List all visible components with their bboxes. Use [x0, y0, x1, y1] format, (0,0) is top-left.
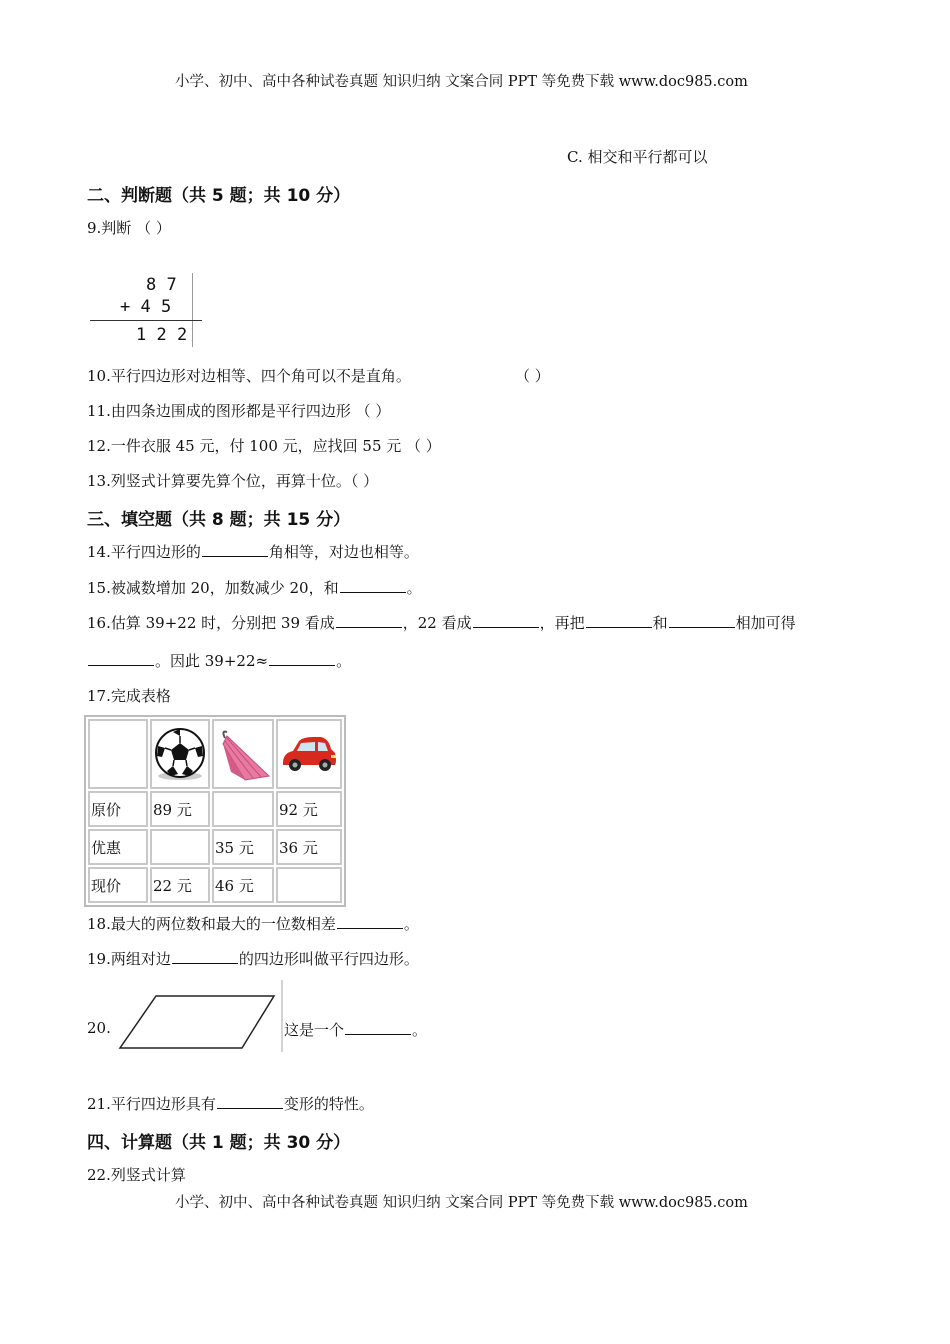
table-cell[interactable] [276, 867, 342, 903]
question-10-text: 10.平行四边形对边相等、四个角可以不是直角。 [87, 367, 411, 385]
section-fill-heading: 三、填空题（共 8 题；共 15 分） [87, 510, 351, 530]
soccer-ball-icon [153, 726, 207, 782]
table-cell[interactable] [150, 829, 210, 865]
question-18: 18.最大的两位数和最大的一位数相差 。 [87, 915, 419, 933]
page-header: 小学、初中、高中各种试卷真题 知识归纳 文案合同 PPT 等免费下载 www.doc985.com [175, 74, 748, 90]
answer-blank[interactable] [473, 613, 539, 628]
question-22: 22.列竖式计算 [87, 1166, 186, 1184]
answer-blank[interactable] [337, 914, 403, 929]
answer-blank[interactable] [345, 1020, 411, 1035]
question-16-continued: 。因此 39+22≈ 。 [87, 650, 351, 671]
question-20: 这是一个 。 [284, 1021, 428, 1039]
table-cell [150, 719, 210, 789]
question-15: 15.被减数增加 20，加数减少 20，和 。 [87, 579, 422, 597]
table-cell [276, 719, 342, 789]
table-row [88, 719, 342, 789]
question-20-number: 20. [87, 1019, 111, 1037]
table-row [88, 829, 342, 865]
addend-bottom: + 4 5 [120, 297, 172, 317]
table-cell: 现价 [88, 867, 148, 903]
table-cell: 22 元 [150, 867, 210, 903]
question-13: 13.列竖式计算要先算个位，再算十位。（ ） [87, 472, 379, 490]
toy-car-icon [279, 731, 339, 777]
table-cell: 原价 [88, 791, 148, 827]
answer-blank[interactable] [669, 613, 735, 628]
table-cell: 92 元 [276, 791, 342, 827]
question-16: 16.估算 39+22 时，分别把 39 看成 ，22 看成 ，再把 和 相加可得 [87, 614, 796, 632]
table-cell: 35 元 [212, 829, 274, 865]
table-row [88, 791, 342, 827]
umbrella-icon [215, 726, 271, 782]
question-19: 19.两组对边 的四边形叫做平行四边形。 [87, 950, 419, 968]
vertical-addition-figure [86, 273, 206, 347]
addend-top: 8 7 [146, 275, 177, 295]
question-9: 9.判断 （ ） [87, 219, 171, 237]
table-cell[interactable] [212, 791, 274, 827]
question-14: 14.平行四边形的 角相等，对边也相等。 [87, 543, 419, 561]
answer-blank[interactable] [88, 651, 154, 666]
section-judge-heading: 二、判断题（共 5 题；共 10 分） [87, 186, 351, 206]
answer-blank[interactable] [217, 1094, 283, 1109]
answer-blank[interactable] [336, 613, 402, 628]
question-17-title: 17.完成表格 [87, 687, 171, 705]
table-cell: 46 元 [212, 867, 274, 903]
page-footer: 小学、初中、高中各种试卷真题 知识归纳 文案合同 PPT 等免费下载 www.doc985.com [175, 1195, 748, 1211]
parallelogram-figure [114, 978, 286, 1054]
answer-blank[interactable] [172, 949, 238, 964]
table-cell: 优惠 [88, 829, 148, 865]
table-cell [88, 719, 148, 789]
section-calc-heading: 四、计算题（共 1 题；共 30 分） [87, 1133, 351, 1153]
table-cell: 36 元 [276, 829, 342, 865]
table-cell: 89 元 [150, 791, 210, 827]
table-cell [212, 719, 274, 789]
question-21: 21.平行四边形具有 变形的特性。 [87, 1095, 374, 1113]
question-10 [87, 365, 411, 386]
price-table [84, 715, 346, 907]
answer-blank[interactable] [340, 578, 406, 593]
question-11: 11.由四条边围成的图形都是平行四边形 （ ） [87, 402, 391, 420]
question-12: 12.一件衣服 45 元，付 100 元，应找回 55 元 （ ） [87, 437, 441, 455]
answer-blank[interactable] [586, 613, 652, 628]
answer-blank[interactable] [202, 542, 268, 557]
answer-blank[interactable] [269, 651, 335, 666]
addition-result: 1 2 2 [136, 325, 188, 345]
previous-option-c: C. 相交和平行都可以 [567, 148, 708, 166]
table-row [88, 867, 342, 903]
question-10-answer-paren: （ ） [515, 367, 550, 385]
